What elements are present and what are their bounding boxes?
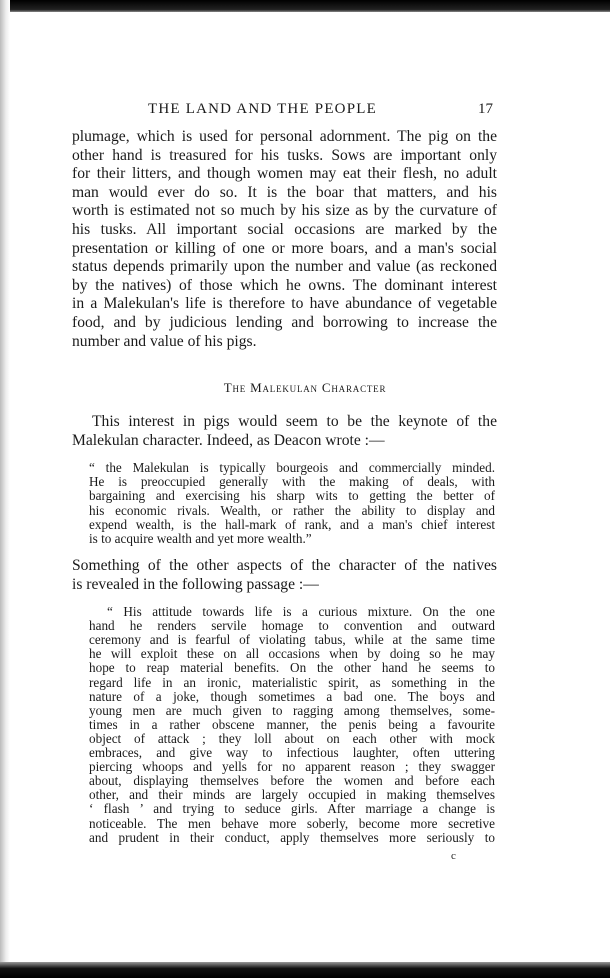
text-line: is to acquire wealth and yet more wealth.”	[89, 531, 312, 546]
scan-top-edge	[0, 0, 610, 12]
text-line: about, displaying themselves before the women and before each	[89, 773, 495, 789]
text-line: Malekulan character. Indeed, as Deacon wrote :—	[72, 431, 385, 449]
section-heading: The Malekulan Character	[223, 380, 387, 395]
text-line: his tusks. All important social occasions are marked by the	[72, 221, 497, 238]
text-line: times in a rather obscene manner, the penis being a favourite	[89, 716, 495, 732]
text-line: man would ever do so. It is the boar that matters, and his	[72, 183, 497, 201]
text-line: hand he renders servile homage to convention and outward	[89, 618, 495, 634]
text-line: in a Malekulan's life is therefore to have abundance of vegetable	[72, 295, 497, 313]
text-line: bargaining and exercising his sharp wits to getting the better of	[89, 488, 495, 504]
text-line: hope to reap material benefits. On the other hand he seems to	[89, 660, 495, 676]
text-line: food, and by judicious lending and borrowing to increase the	[72, 314, 497, 331]
text-line: and prudent in their conduct, apply themselves more seriously to	[89, 829, 495, 845]
text-line: piercing whoops and yells for no apparent reason ; they swagger	[89, 759, 495, 775]
text-line: number and value of his pigs.	[72, 332, 257, 350]
text-line: expend wealth, is the hall-mark of rank, and a man's chief interest	[89, 516, 495, 532]
text-line: Something of the other aspects of the character of the natives	[72, 557, 497, 574]
text-line: status depends primarily upon the number and value (as reckoned	[72, 258, 497, 276]
text-line: noticeable. The men behave more soberly, become more secretive	[89, 815, 495, 831]
scan-left-edge	[0, 0, 10, 978]
text-line: object of attack ; they loll about on each other with mock	[89, 730, 495, 746]
text-line: ceremony and is fearful of violating tabus, while at the same time	[89, 632, 495, 648]
page-number: 17	[478, 101, 493, 117]
text-line: for their litters, and though women may eat their flesh, no adult	[72, 165, 497, 183]
text-line: is revealed in the following passage :—	[72, 575, 319, 593]
running-head: THE LAND AND THE PEOPLE	[148, 101, 377, 117]
text-line: embraces, and give way to infectious laughter, often uttering	[89, 745, 495, 760]
text-line: young men are much given to ragging among themselves, some-	[89, 702, 495, 718]
text-line: ‘ flash ’ and trying to seduce girls. After marriage a change is	[89, 801, 495, 817]
text-line: presentation or killing of one or more boars, and a man's social	[72, 239, 497, 257]
text-line: This interest in pigs would seem to be the keynote of the	[92, 413, 497, 430]
text-line: He is preoccupied generally with the making of deals, with	[89, 474, 495, 490]
text-line: other hand is treasured for his tusks. Sows are important only	[72, 146, 497, 164]
text-line: plumage, which is used for personal adornment. The pig on the	[72, 128, 497, 145]
text-line: “ the Malekulan is typically bourgeois and commercially minded.	[89, 460, 495, 475]
signature-mark: c	[451, 850, 456, 862]
text-line: he will exploit these on all occasions when by doing so he may	[89, 646, 495, 662]
text-line: by the natives) of those which he owns. The dominant interest	[72, 276, 497, 294]
text-line: regard life in an ironic, materialistic spirit, as something in the	[89, 674, 495, 690]
text-line: “ His attitude towards life is a curious mixture. On the one	[107, 604, 495, 619]
text-line: his economic rivals. Wealth, or rather the ability to display and	[89, 502, 495, 518]
text-line: worth is estimated not so much by his size as by the curvature of	[72, 202, 497, 220]
scan-bottom-edge	[0, 962, 610, 978]
text-line: nature of a joke, though sometimes a bad one. The boys and	[89, 688, 495, 704]
text-line: other, and their minds are largely occupied in making themselves	[89, 787, 495, 803]
